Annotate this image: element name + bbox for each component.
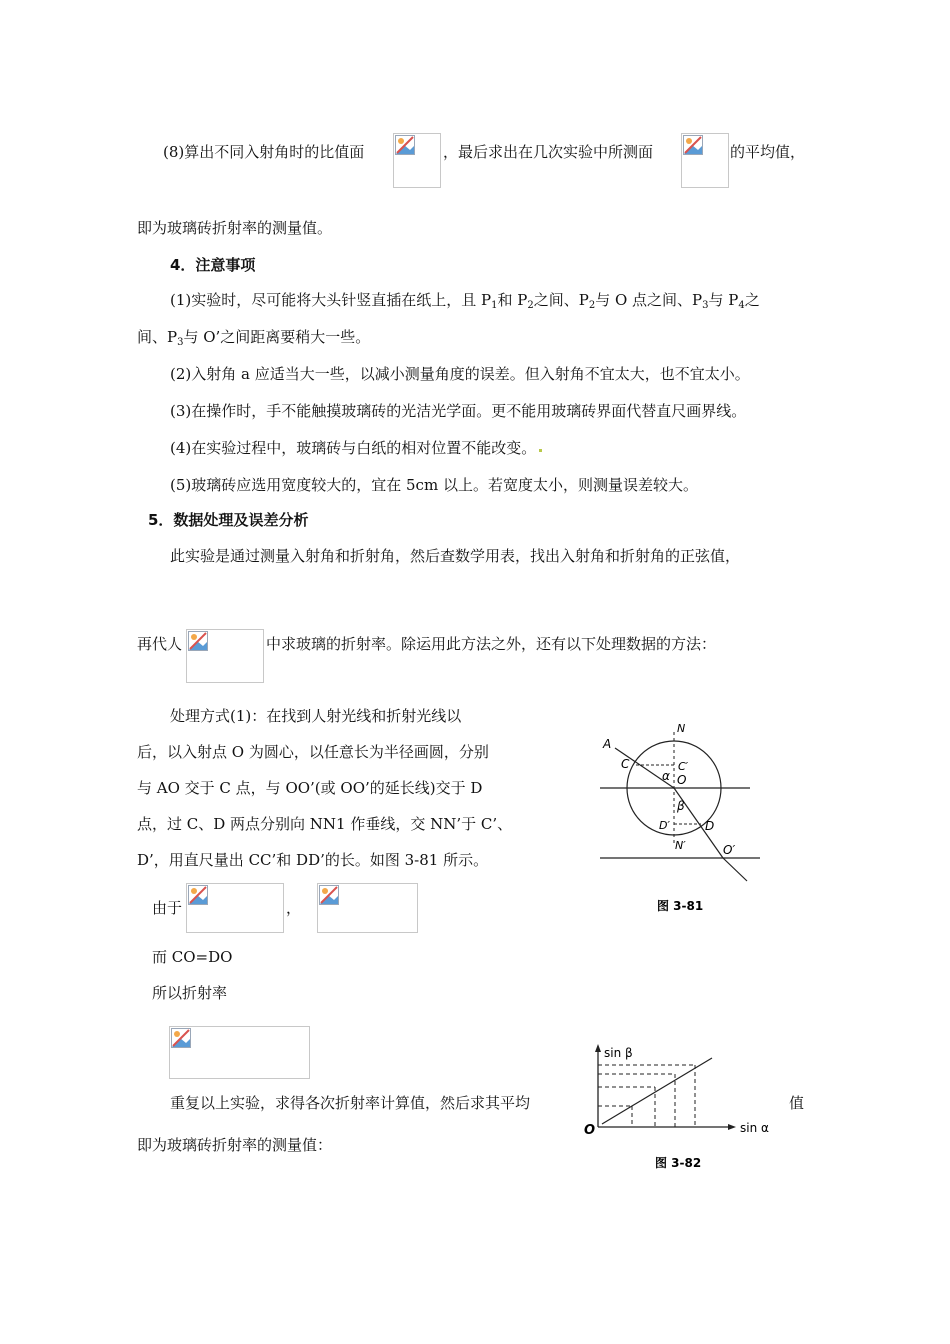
x-axis-arrow (728, 1124, 736, 1130)
subscript: 3 (702, 300, 709, 311)
marker-dot (539, 449, 542, 452)
broken-image-icon (319, 885, 339, 905)
figure-3-82 (580, 1042, 790, 1177)
emergent-ray (723, 858, 747, 881)
method1-line1: 处理方式(1)：在找到人射光线和折射光线以 (170, 707, 462, 725)
label-beta: β (677, 799, 685, 813)
section5-heading: 5．数据处理及误差分析 (148, 511, 309, 529)
broken-image-icon (188, 885, 208, 905)
since-label: 由于 (152, 899, 183, 917)
broken-image-icon (171, 1028, 191, 1048)
subscript: 1 (491, 300, 498, 311)
label-alpha: α (662, 769, 670, 783)
step8-line1-part2: ，最后求出在几次实验中所测面 (443, 143, 654, 161)
formula-image-placeholder (169, 1026, 310, 1079)
figure-3-82-caption: 图 3-82 (655, 1156, 702, 1170)
section5-intro: 此实验是通过测量入射角和折射角，然后查数学用表，找出入射角和折射角的正弦值， (170, 547, 741, 565)
label-O-prime: O′ (723, 843, 736, 857)
figure-3-81-caption: 图 3-81 (657, 899, 704, 913)
label-D-prime: D′ (659, 819, 670, 832)
y-axis-arrow (595, 1044, 601, 1052)
method1-line4: 点，过 C、D 两点分别向 NN1 作垂线，交 NN’于 C’、 (137, 815, 513, 833)
broken-image-icon (683, 135, 703, 155)
item1-text-h: 与 O’之间距离要稍大一些。 (183, 328, 371, 346)
x-axis-label: sin α (740, 1121, 769, 1135)
section4-item1-line1 (170, 290, 760, 310)
method1-line2: 后，以入射点 O 为圆心，以任意长为半径画圆，分别 (137, 743, 489, 761)
subscript: 2 (527, 300, 534, 311)
label-C: C (621, 757, 630, 771)
item1-text-e: 与 P (708, 291, 739, 309)
label-N-prime: N′ (675, 839, 686, 852)
repeat-line1-a: 重复以上实验，求得各次折射率计算值，然后求其平均 (170, 1094, 531, 1112)
label-D: D (705, 819, 715, 833)
figure-3-81 (595, 718, 770, 918)
section4-item5: (5)玻璃砖应选用宽度较大的，宜在 5cm 以上。若宽度太小，则测量误差较大。 (170, 476, 698, 494)
label-N: N (677, 722, 686, 735)
co-equals-do: 而 CO=DO (152, 948, 233, 966)
section4-item3: (3)在操作时，手不能触摸玻璃砖的光洁光学面。更不能用玻璃砖界面代替直尺画界线。 (170, 402, 747, 420)
origin-label: O (584, 1123, 596, 1138)
subscript: 3 (177, 337, 184, 348)
section4-item2: (2)入射角 a 应适当大一些，以减小测量角度的误差。但入射角不宜太大，也不宜太小。 (170, 365, 750, 383)
item4-text: (4)在实验过程中，玻璃砖与白纸的相对位置不能改变。 (170, 439, 537, 457)
step8-line1-part3: 的平均值， (730, 143, 806, 161)
section4-heading: 4．注意事项 (170, 256, 256, 274)
formula-image-placeholder (186, 883, 284, 933)
step8-line1-part1: (8)算出不同入射角时的比值面 (163, 143, 365, 161)
section4-item1-line2 (137, 327, 370, 347)
broken-image-icon (188, 631, 208, 651)
broken-image-icon (395, 135, 415, 155)
label-A: A (603, 737, 612, 751)
section5-intro2-a: 再代人 (137, 635, 183, 653)
label-O: O (677, 773, 687, 787)
formula-image-placeholder (317, 883, 418, 933)
repeat-line1-b: 值 (789, 1094, 805, 1112)
item1-text-g: 间、P (137, 328, 178, 346)
method1-line5: D’，用直尺量出 CC’和 DD’的长。如图 3-81 所示。 (137, 851, 489, 869)
formula-image-placeholder (186, 629, 264, 683)
method1-line3: 与 AO 交于 C 点，与 OO’(或 OO’的延长线)交于 D (137, 779, 483, 797)
repeat-line2: 即为玻璃砖折射率的测量值： (137, 1136, 333, 1154)
item1-text-f: 之 (744, 291, 760, 309)
label-C-prime: C′ (678, 760, 689, 773)
item1-text-b: 和 P (497, 291, 528, 309)
so-refractive-index: 所以折射率 (152, 984, 228, 1002)
subscript: 2 (588, 300, 596, 311)
item1-text-c: 之间、P (533, 291, 589, 309)
formula-image-placeholder (681, 133, 729, 188)
formula-image-placeholder (393, 133, 441, 188)
comma: ， (286, 899, 302, 917)
step8-line2: 即为玻璃砖折射率的测量值。 (137, 219, 333, 237)
y-axis-label: sin β (604, 1046, 633, 1060)
subscript: 4 (738, 300, 745, 311)
section5-intro2-b: 中求玻璃的折射率。除运用此方法之外，还有以下处理数据的方法： (266, 635, 717, 653)
item1-text-d: 与 O 点之间、P (595, 291, 703, 309)
section4-item4 (170, 438, 542, 458)
item1-text-a: (1)实验时，尽可能将大头针竖直插在纸上，且 P (170, 291, 492, 309)
